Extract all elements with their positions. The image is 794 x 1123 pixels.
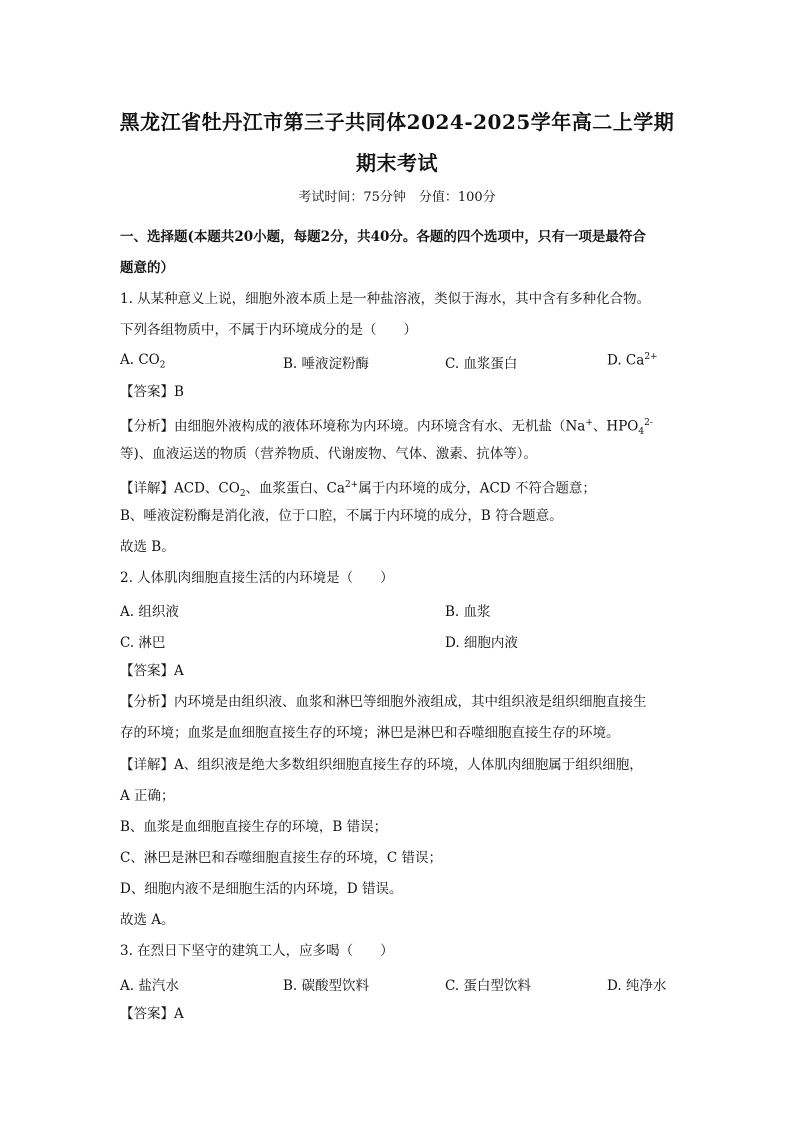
q2-option-b: B. 血浆 <box>445 604 491 620</box>
q2-option-c: C. 淋巴 <box>120 635 166 651</box>
q2-analysis-line1: 【分析】内环境是由组织液、血浆和淋巴等细胞外液组成，其中组织液是组织细胞直接生 <box>120 694 647 710</box>
q2-answer: 【答案】A <box>120 663 184 679</box>
q2-stem: 2. 人体肌肉细胞直接生活的内环境是（ ） <box>120 570 394 586</box>
q2-analysis-line2: 存的环境；血浆是血细胞直接生存的环境；淋巴是淋巴和吞噬细胞直接生存的环境。 <box>120 725 620 741</box>
q1-analysis-line1: 【分析】由细胞外液构成的液体环境称为内环境。内环境含有水、无机盐（Na+、$HPO_4^{2-}$ <box>120 418 653 438</box>
q3-stem: 3. 在烈日下坚守的建筑工人，应多喝（ ） <box>120 943 394 959</box>
q2-detail-line3: B、血浆是血细胞直接生存的环境，B 错误； <box>120 819 388 835</box>
q1-analysis-line2: 等)、血液运送的物质（营养物质、代谢废物、气体、激素、抗体等）。 <box>120 446 538 462</box>
q2-detail-line5: D、细胞内液不是细胞生活的内环境，D 错误。 <box>120 881 403 897</box>
q2-option-d: D. 细胞内液 <box>445 635 518 651</box>
q1-detail-line2: B、唾液淀粉酶是消化液，位于口腔，不属于内环境的成分，B 符合题意。 <box>120 508 563 524</box>
section-heading-line2: 题意的） <box>120 260 174 276</box>
q2-detail-line4: C、淋巴是淋巴和吞噬细胞直接生存的环境，C 错误； <box>120 850 442 866</box>
q3-option-d: D. 纯净水 <box>607 978 667 994</box>
q1-conclusion: 故选 B。 <box>120 539 175 555</box>
q1-option-d: D. $Ca^{2+}$ <box>607 352 658 369</box>
q1-option-b: B. 唾液淀粉酶 <box>283 356 370 372</box>
q2-detail-line2: A 正确； <box>120 788 175 804</box>
q1-detail-line1: 【详解】ACD、$CO_2$、血浆蛋白、$Ca^{2+}$属于内环境的成分，ACD 不符合题意； <box>120 480 596 500</box>
q3-option-a: A. 盐汽水 <box>120 978 179 994</box>
q1-stem-line1: 1. 从某种意义上说，细胞外液本质上是一种盐溶液，类似于海水，其中含有多种化合物。 <box>120 291 651 307</box>
q1-option-c: C. 血浆蛋白 <box>445 356 518 372</box>
q3-answer: 【答案】A <box>120 1006 184 1022</box>
q1-answer: 【答案】B <box>120 384 184 400</box>
q1-stem-line2: 下列各组物质中，不属于内环境成分的是（ ） <box>120 322 417 338</box>
document-title-line2: 期末考试 <box>356 151 438 175</box>
exam-meta: 考试时间：75分钟 分值：100分 <box>298 190 496 205</box>
q3-option-b: B. 碳酸型饮料 <box>283 978 370 994</box>
q1-option-a: A. $CO_2$ <box>120 352 166 371</box>
q3-option-c: C. 蛋白型饮料 <box>445 978 531 994</box>
document-title-line1: 黑龙江省牡丹江市第三子共同体2024-2025学年高二上学期 <box>119 110 675 134</box>
q2-detail-line1: 【详解】A、组织液是绝大多数组织细胞直接生存的环境，人体肌肉细胞属于组织细胞， <box>120 757 643 773</box>
section-heading-line1: 一、选择题(本题共20小题，每题2分，共40分。各题的四个选项中，只有一项是最符合 <box>120 229 646 245</box>
q2-option-a: A. 组织液 <box>120 604 179 620</box>
q2-conclusion: 故选 A。 <box>120 912 175 928</box>
